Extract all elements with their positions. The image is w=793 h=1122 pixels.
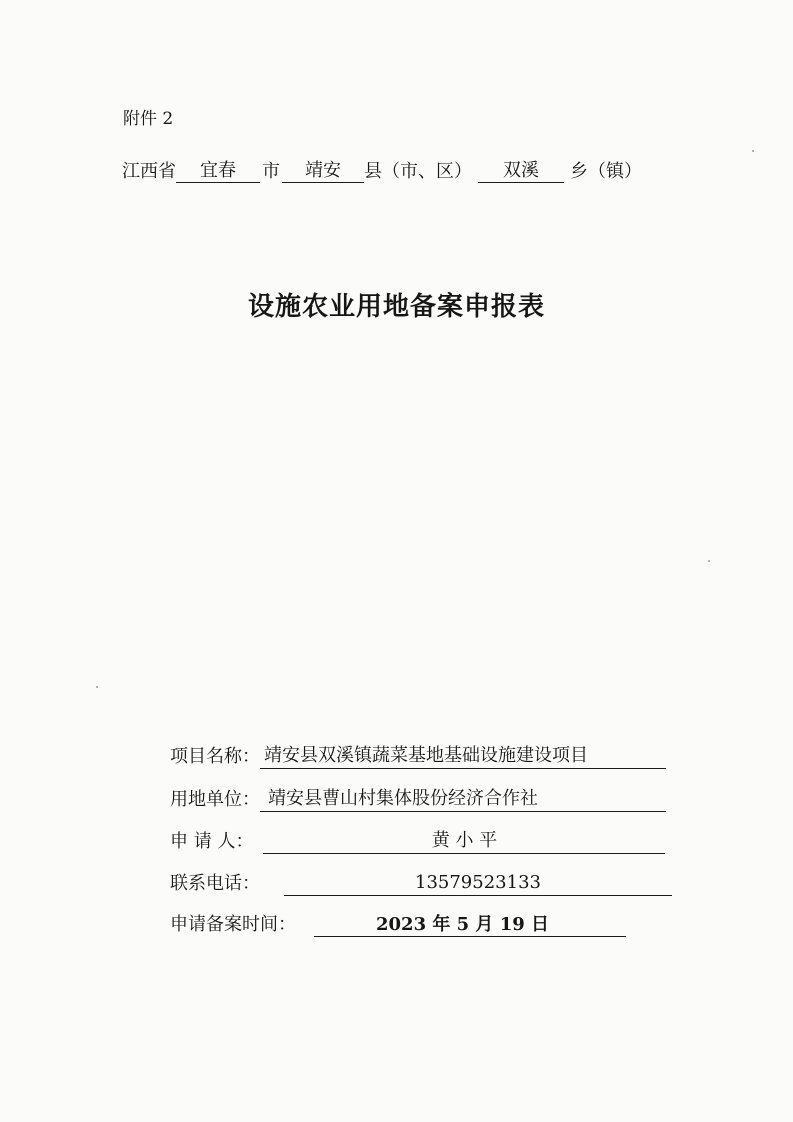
scan-speck: [708, 560, 710, 562]
county-suffix: 县（市、区）: [364, 161, 472, 182]
date-row: [170, 913, 626, 937]
date-field: 2023 年 5 月 19 日: [314, 913, 626, 937]
city-suffix: 市: [262, 161, 280, 182]
project-name-label: 项目名称：: [170, 746, 260, 767]
scan-speck: [96, 686, 98, 688]
town-field: 双溪: [478, 160, 564, 183]
page-title: 设施农业用地备案申报表: [247, 292, 545, 322]
county-field: 靖安: [282, 160, 364, 183]
date-label: 申请备案时间：: [170, 914, 296, 935]
land-unit-label: 用地单位：: [170, 789, 260, 810]
phone-label: 联系电话：: [170, 873, 260, 894]
region-line: [122, 160, 642, 183]
project-name-field: 靖安县双溪镇蔬菜基地基础设施建设项目: [260, 744, 666, 769]
applicant-field: 黄 小 平: [263, 829, 665, 854]
applicant-label: 申 请 人：: [170, 831, 254, 852]
phone-row: [170, 871, 672, 896]
phone-field: 13579523133: [284, 871, 672, 896]
town-suffix: 乡（镇）: [570, 161, 642, 182]
province-label: 江西省: [122, 161, 176, 182]
attachment-label: 附件 2: [123, 109, 174, 129]
project-name-row: [170, 744, 666, 769]
city-field: 宜春: [176, 160, 260, 183]
land-unit-field: 靖安县曹山村集体股份经济合作社: [260, 787, 666, 812]
scan-speck: [752, 150, 754, 152]
land-unit-row: [170, 787, 666, 812]
applicant-row: [170, 829, 665, 854]
